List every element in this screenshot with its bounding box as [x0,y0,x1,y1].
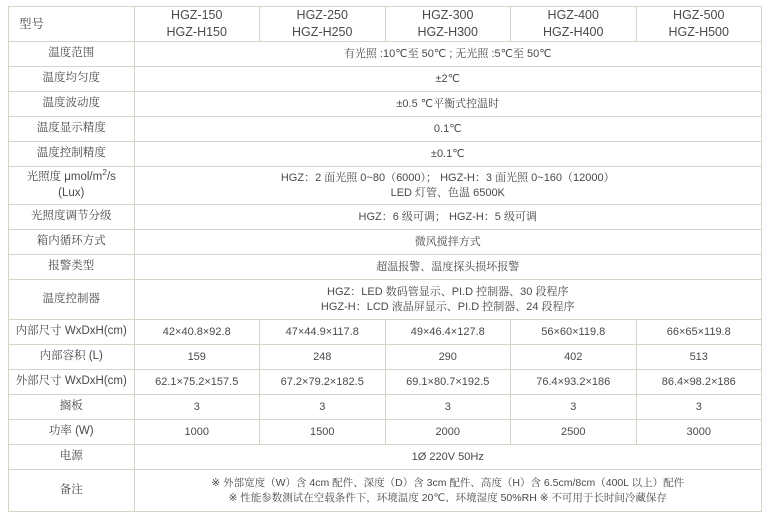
cell-power-4: 2500 [511,420,637,445]
table-body [9,42,762,512]
model-3-line1: HGZ-300 [422,8,474,23]
table-row [9,42,762,67]
cell-exterior-dimensions-2: 67.2×79.2×182.5 [260,370,386,395]
header-row-label: 型号 [9,7,135,42]
cell-power-3: 2000 [385,420,511,445]
cell-interior-volume-5: 513 [636,345,762,370]
cell-shelves-5: 3 [636,395,762,420]
row-label-exterior-dimensions: 外部尺寸 WxDxH(cm) [9,370,135,395]
remark-line-1: ※ 外部宽度（W）含 4cm 配件、深度（D）含 3cm 配件、高度（H）含 6.5cm/8cm（400L 以上）配件 [211,477,685,490]
table-row [9,205,762,230]
table-row [9,370,762,395]
row-label-interior-dimensions: 内部尺寸 WxDxH(cm) [9,320,135,345]
model-column-1 [134,7,260,42]
row-label-remark: 备注 [9,470,135,512]
row-value-circulation: 微风搅拌方式 [134,230,762,255]
cell-interior-dimensions-3: 49×46.4×127.8 [385,320,511,345]
cell-exterior-dimensions-3: 69.1×80.7×192.5 [385,370,511,395]
cell-power-5: 3000 [636,420,762,445]
cell-shelves-3: 3 [385,395,511,420]
cell-shelves-4: 3 [511,395,637,420]
table-row [9,92,762,117]
row-value-temperature-uniformity: ±2℃ [134,67,762,92]
row-label-control-accuracy: 温度控制精度 [9,142,135,167]
row-value-temperature-range: 有光照 :10℃至 50℃ ; 无光照 :5℃至 50℃ [134,42,762,67]
row-label-illuminance: 光照度 μmol/$m^2/s$ (Lux) [9,167,135,205]
row-value-remark [134,470,762,512]
table-row [9,142,762,167]
model-2-line1: HGZ-250 [296,8,348,23]
cell-interior-volume-3: 290 [385,345,511,370]
illuminance-line-2: LED 灯管、色温 6500K [390,186,505,199]
model-5-line1: HGZ-500 [673,8,725,23]
row-value-illuminance [134,167,762,205]
cell-interior-volume-2: 248 [260,345,386,370]
remark-line-2: ※ 性能参数测试在空载条件下，环境温度 20℃、环境湿度 50%RH ※ 不可用于长时间冷藏保存 [228,491,667,504]
model-1-line1: HGZ-150 [171,8,223,23]
model-2-line2: HGZ-H250 [292,25,353,39]
row-label-illuminance-levels: 光照度调节分级 [9,205,135,230]
model-1-line2: HGZ-H150 [166,25,227,39]
model-column-3 [385,7,511,42]
row-label-power: 功率 (W) [9,420,135,445]
model-4-line2: HGZ-H400 [543,25,604,39]
row-value-display-accuracy: 0.1℃ [134,117,762,142]
table-head [9,7,762,42]
model-5-line2: HGZ-H500 [668,25,729,39]
model-column-5 [636,7,762,42]
cell-interior-dimensions-5: 66×65×119.8 [636,320,762,345]
row-label-controller: 温度控制器 [9,280,135,320]
row-label-alarm-type: 报警类型 [9,255,135,280]
table-row [9,445,762,470]
cell-interior-dimensions-2: 47×44.9×117.8 [260,320,386,345]
row-value-illuminance-levels: HGZ：6 级可调； HGZ-H：5 级可调 [134,205,762,230]
model-column-4 [511,7,637,42]
row-label-temperature-fluctuation: 温度波动度 [9,92,135,117]
controller-line-1: HGZ：LED 数码管显示、PI.D 控制器、30 段程序 [327,285,569,298]
row-value-control-accuracy: ±0.1℃ [134,142,762,167]
row-label-interior-volume: 内部容积 (L) [9,345,135,370]
cell-exterior-dimensions-4: 76.4×93.2×186 [511,370,637,395]
model-3-line2: HGZ-H300 [417,25,478,39]
row-label-shelves: 搁板 [9,395,135,420]
cell-power-2: 1500 [260,420,386,445]
cell-shelves-2: 3 [260,395,386,420]
model-4-line1: HGZ-400 [547,8,599,23]
model-column-2 [260,7,386,42]
row-value-alarm-type: 超温报警、温度探头损坏报警 [134,255,762,280]
cell-interior-dimensions-4: 56×60×119.8 [511,320,637,345]
cell-exterior-dimensions-5: 86.4×98.2×186 [636,370,762,395]
row-value-controller [134,280,762,320]
header-row [9,7,762,42]
table-row [9,345,762,370]
table-row [9,67,762,92]
table-row [9,470,762,512]
table-row [9,230,762,255]
row-label-display-accuracy: 温度显示精度 [9,117,135,142]
row-value-temperature-fluctuation: ±0.5 ℃平衡式控温时 [134,92,762,117]
cell-interior-dimensions-1: 42×40.8×92.8 [134,320,260,345]
controller-line-2: HGZ-H：LCD 液晶屏显示、PI.D 控制器、24 段程序 [320,300,575,313]
row-label-temperature-uniformity: 温度均匀度 [9,67,135,92]
cell-interior-volume-4: 402 [511,345,637,370]
table-row [9,395,762,420]
row-value-power-supply: 1Ø 220V 50Hz [134,445,762,470]
table-row [9,280,762,320]
row-label-power-supply: 电源 [9,445,135,470]
table-row [9,117,762,142]
table-row [9,255,762,280]
cell-interior-volume-1: 159 [134,345,260,370]
cell-exterior-dimensions-1: 62.1×75.2×157.5 [134,370,260,395]
cell-power-1: 1000 [134,420,260,445]
cell-shelves-1: 3 [134,395,260,420]
row-label-circulation: 箱内循环方式 [9,230,135,255]
specification-table [8,6,762,512]
table-row [9,320,762,345]
table-row [9,420,762,445]
row-label-temperature-range: 温度范围 [9,42,135,67]
table-row [9,167,762,205]
illuminance-line-1: HGZ：2 面光照 0~80（6000）； HGZ-H：3 面光照 0~160（12000） [280,171,615,184]
